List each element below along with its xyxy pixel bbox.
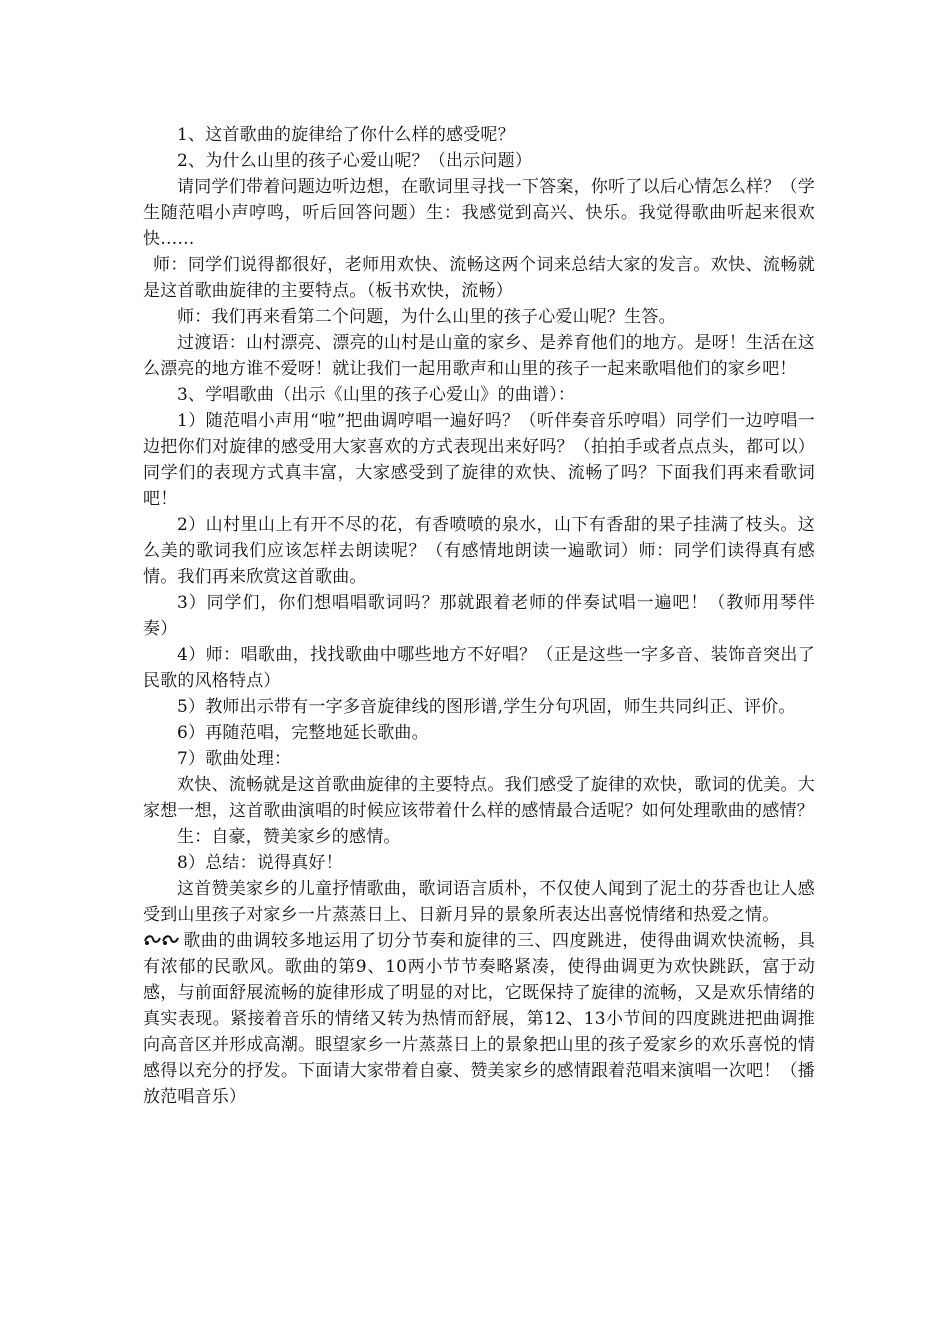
paragraph-transition: 过渡语：山村漂亮、漂亮的山村是山童的家乡、是养育他们的地方。是呀！生活在这么漂亮的地方谁不爱呀！就让我们一起用歌声和山里的孩子一起来歌唱他们的家乡吧！ xyxy=(143,333,815,379)
paragraph-melody-analysis xyxy=(143,928,815,1110)
paragraph-step-1: 1）随范唱小声用“啦”把曲调哼唱一遍好吗？（听伴奏音乐哼唱）同学们一边哼唱一边把你们对旋律的感受用大家喜欢的方式表现出来好吗？（拍拍手或者点点头，都可以）同学们的表现方式真丰富，大家感受到了旋律的欢快、流畅了吗？下面我们再来看歌词吧！ xyxy=(143,411,815,509)
melody-analysis-text: 歌曲的曲调较多地运用了切分节奏和旋律的三、四度跳进，使得曲调欢快流畅，具有浓郁的民歌风。歌曲的第9、10两小节节奏略紧凑，使得曲调更为欢快跳跃，富于动感，与前面舒展流畅的旋律形成了明显的对比，它既保持了旋律的流畅，又是欢乐情绪的真实表现。紧接着音乐的情绪又转为热情而舒展，第12、13小节间的四度跳进把曲调推向高音区并形成高潮。眼望家乡一片蒸蒸日上的景象把山里的孩子爱家乡的欢乐喜悦的情感得以充分的抒发。下面请大家带着自豪、赞美家乡的感情跟着范唱来演唱一次吧！（播放范唱音乐） xyxy=(143,931,815,1107)
paragraph-second-question: 师：我们再来看第二个问题，为什么山里的孩子心爱山呢？生答。 xyxy=(177,307,676,327)
paragraph-student-answer: 生：自豪，赞美家乡的感情。 xyxy=(177,827,401,847)
paragraph-teacher-summary: 师：同学们说得都很好，老师用欢快、流畅这两个词来总结大家的发言。欢快、流畅就是这首歌曲旋律的主要特点。（板书欢快，流畅） xyxy=(143,255,815,301)
paragraph-step-3: 3）同学们，你们想唱唱歌词吗？那就跟着老师的伴奏试唱一遍吧！（教师用琴伴奏） xyxy=(143,593,815,639)
paragraph-song-description: 这首赞美家乡的儿童抒情歌曲，歌词语言质朴，不仅使人闻到了泥土的芬香也让人感受到山里孩子对家乡一片蒸蒸日上、日新月异的景象所表达出喜悦情绪和热爱之情。 xyxy=(143,879,815,925)
paragraph-step-4: 4）师：唱歌曲，找找歌曲中哪些地方不好唱？（正是这些一字多音、装饰音突出了民歌的风格特点） xyxy=(143,645,815,691)
paragraph-question-1: 1、这首歌曲的旋律给了你什么样的感受呢？ xyxy=(177,125,515,145)
paragraph-step-8: 8）总结：说得真好！ xyxy=(177,853,343,873)
paragraph-step-6: 6）再随范唱，完整地延长歌曲。 xyxy=(177,723,429,743)
document-body xyxy=(143,122,815,1110)
paragraph-question-2: 2、为什么山里的孩子心爱山呢？（出示问题） xyxy=(177,151,533,171)
paragraph-learn-song-heading: 3、学唱歌曲（出示《山里的孩子心爱山》的曲谱）： xyxy=(177,385,576,405)
paragraph-step-5: 5）教师出示带有一字多音旋律线的图形谱,学生分句巩固，师生共同纠正、评价。 xyxy=(177,697,796,717)
paragraph-step-7: 7）歌曲处理： xyxy=(177,749,292,769)
ornament-icon xyxy=(143,930,181,946)
paragraph-listen-instruction: 请同学们带着问题边听边想，在歌词里寻找一下答案，你听了以后心情怎么样？（学生随范唱小声哼鸣，听后回答问题）生：我感觉到高兴、快乐。我觉得歌曲听起来很欢快…… xyxy=(143,177,815,249)
paragraph-song-handling: 欢快、流畅就是这首歌曲旋律的主要特点。我们感受了旋律的欢快，歌词的优美。大家想一想，这首歌曲演唱的时候应该带着什么样的感情最合适呢？如何处理歌曲的感情？ xyxy=(143,775,815,821)
paragraph-step-2: 2）山村里山上有开不尽的花，有香喷喷的泉水，山下有香甜的果子挂满了枝头。这么美的歌词我们应该怎样去朗读呢？（有感情地朗读一遍歌词）师：同学们读得真有感情。我们再来欣赏这首歌曲。 xyxy=(143,515,815,587)
